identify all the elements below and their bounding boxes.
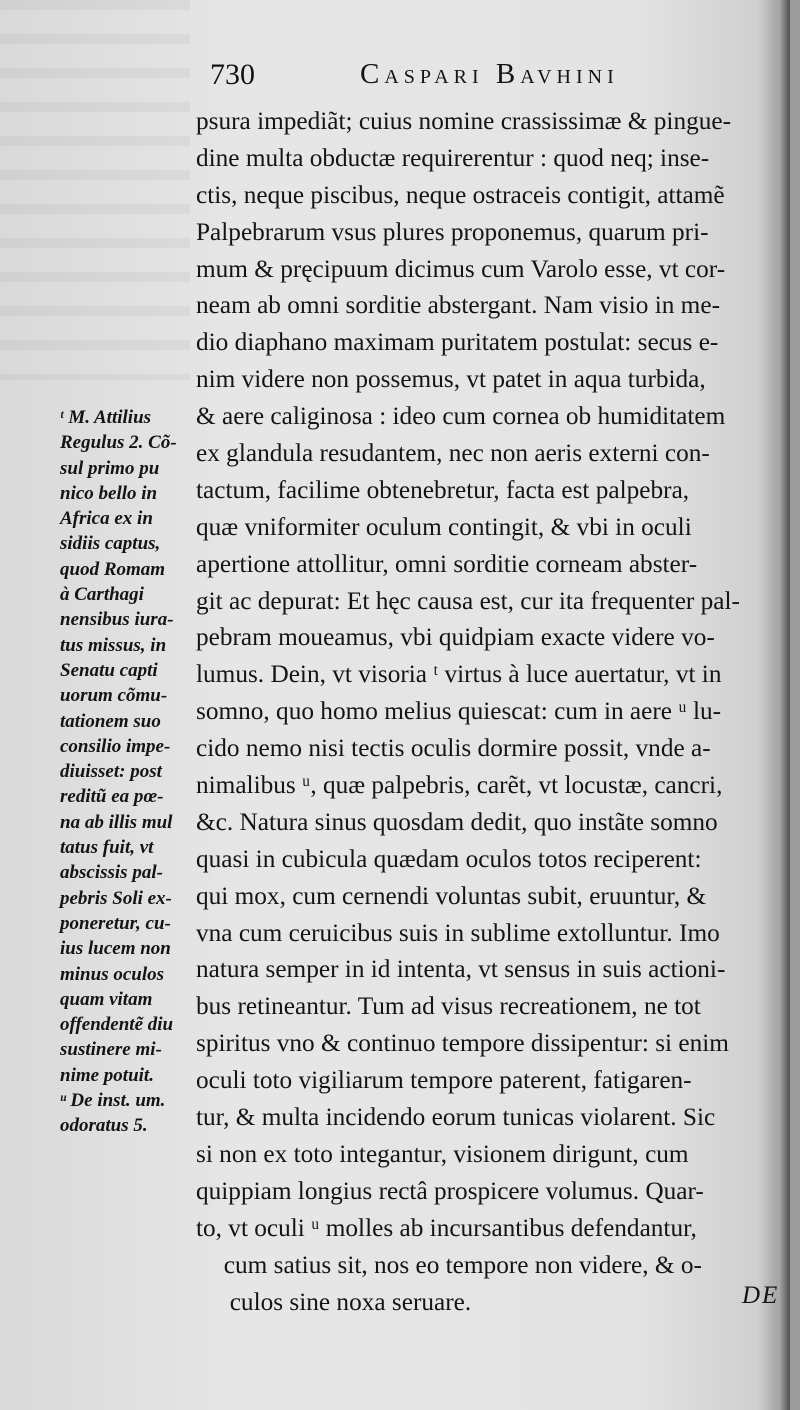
- text-line: nim videre non possemus, vt patet in aqua turbida,: [196, 364, 706, 394]
- margin-note-line: quam vitam: [60, 988, 153, 1010]
- text-line: quasi in cubicula quædam oculos totos reciperent:: [196, 843, 702, 873]
- margin-note-line: Regulus 2. Cõ-: [60, 432, 177, 454]
- margin-note-line: na ab illis mul: [60, 811, 173, 833]
- margin-note-line: reditũ ea pœ-: [60, 786, 164, 808]
- text-line: mum & pręcipuum dicimus cum Varolo esse, vt cor-: [196, 253, 726, 283]
- margin-note-line: consilio impe-: [60, 735, 171, 757]
- marginal-notes: [60, 405, 200, 1139]
- text-line: natura semper in id intenta, vt sensus in suis actioni-: [196, 954, 726, 984]
- margin-note-line: sidiis captus,: [60, 533, 161, 555]
- margin-note-line: nensibus iura-: [60, 609, 174, 631]
- text-line: somno, quo homo melius quiescat: cum in aere ᵘ lu-: [196, 696, 722, 726]
- margin-note-line: ᵗ M. Attilius: [60, 407, 152, 428]
- margin-note-line: à Carthagi: [60, 584, 144, 606]
- catchword: DE: [742, 1282, 780, 1309]
- text-line: psura impediãt; cuius nomine crassissimæ & pingue-: [196, 106, 732, 135]
- margin-note-line: minus oculos: [60, 963, 165, 985]
- text-line: cido nemo nisi tectis oculis dormire possit, vnde a-: [196, 733, 711, 763]
- text-line: lumus. Dein, vt visoria ᵗ virtus à luce auertatur, vt in: [196, 659, 722, 689]
- text-line: spiritus vno & continuo tempore dissipentur: si enim: [196, 1028, 729, 1058]
- margin-note-line: sul primo pu: [60, 457, 160, 479]
- text-line: & aere caliginosa : ideo cum cornea ob humiditatem: [196, 401, 726, 431]
- text-line: pebram moueamus, vbi quidpiam exacte videre vo-: [196, 622, 715, 652]
- running-head: Caspari Bavhini: [360, 58, 619, 90]
- margin-note-line: poneretur, cu-: [60, 912, 171, 934]
- text-line: Palpebrarum vsus plures proponemus, quarum pri-: [196, 216, 709, 246]
- text-line: &c. Natura sinus quosdam dedit, quo instãte somno: [196, 806, 718, 836]
- margin-note-line: uorum cõmu-: [60, 685, 168, 707]
- main-text-block: [196, 103, 776, 1320]
- margin-note-line: tationem suo: [60, 710, 161, 732]
- margin-note-line: tatus fuit, vt: [60, 837, 154, 859]
- margin-note-line: odoratus 5.: [60, 1115, 148, 1137]
- margin-note-line: offendentẽ diu: [60, 1014, 174, 1036]
- text-line: dio diaphano maximam puritatem postulat: secus e-: [196, 327, 719, 357]
- text-line: neam ab omni sorditie abstergant. Nam visio in me-: [196, 290, 720, 320]
- page-gutter-edge: [778, 0, 790, 1410]
- margin-note-line: abscissis pal-: [60, 862, 163, 884]
- text-line: to, vt oculi ᵘ molles ab incursantibus defendantur,: [196, 1212, 697, 1242]
- margin-note-line: ius lucem non: [60, 938, 171, 960]
- text-line: tur, & multa incidendo eorum tunicas violarent. Sic: [196, 1102, 716, 1132]
- text-line: dine multa obductæ requirerentur : quod neq; inse-: [196, 142, 710, 172]
- text-line: culos sine noxa seruare.: [229, 1286, 472, 1316]
- page-number: 730: [210, 58, 255, 91]
- text-line: ctis, neque piscibus, neque ostraceis contigit, attamẽ: [196, 179, 725, 209]
- text-line: vna cum ceruicibus suis in sublime extolluntur. Imo: [196, 917, 720, 947]
- text-line: tactum, facilime obtenebretur, facta est palpebra,: [196, 474, 690, 504]
- text-line: oculi toto vigiliarum tempore paterent, fatigaren-: [196, 1065, 692, 1095]
- page-header: [210, 54, 750, 96]
- margin-note-line: quod Romam: [60, 558, 166, 580]
- text-line: bus retineantur. Tum ad visus recreationem, ne tot: [196, 991, 701, 1021]
- text-line: nimalibus ᵘ, quæ palpebris, carẽt, vt locustæ, cancri,: [196, 770, 723, 800]
- text-line: si non ex toto integantur, visionem dirigunt, cum: [196, 1138, 689, 1168]
- text-line: quæ vniformiter oculum contingit, & vbi in oculi: [196, 511, 692, 541]
- text-line: cum satius sit, nos eo tempore non videre, & o-: [223, 1249, 702, 1279]
- text-line: apertione attollitur, omni sorditie corneam abster-: [196, 548, 698, 578]
- margin-note-line: Africa ex in: [60, 508, 153, 530]
- margin-note-line: ᵘ De inst. um.: [60, 1090, 166, 1112]
- text-line: qui mox, cum cernendi voluntas subit, eruuntur, &: [196, 880, 707, 910]
- margin-note-line: tus missus, in: [60, 634, 167, 656]
- text-line: git ac depurat: Et hęc causa est, cur ita frequenter pal-: [196, 585, 740, 615]
- margin-note-line: pebris Soli ex-: [60, 887, 172, 909]
- text-line: ex glandula resudantem, nec non aeris externi con-: [196, 438, 710, 468]
- margin-note-line: Senatu capti: [60, 659, 158, 681]
- margin-note-line: nime potuit.: [60, 1064, 154, 1086]
- margin-note-line: nico bello in: [60, 482, 158, 504]
- bleed-through-shadow: [0, 0, 190, 380]
- margin-note-line: diuisset: post: [60, 761, 162, 783]
- text-line: quippiam longius rectâ prospicere volumus. Quar-: [196, 1175, 704, 1205]
- margin-note-line: sustinere mi-: [60, 1039, 162, 1061]
